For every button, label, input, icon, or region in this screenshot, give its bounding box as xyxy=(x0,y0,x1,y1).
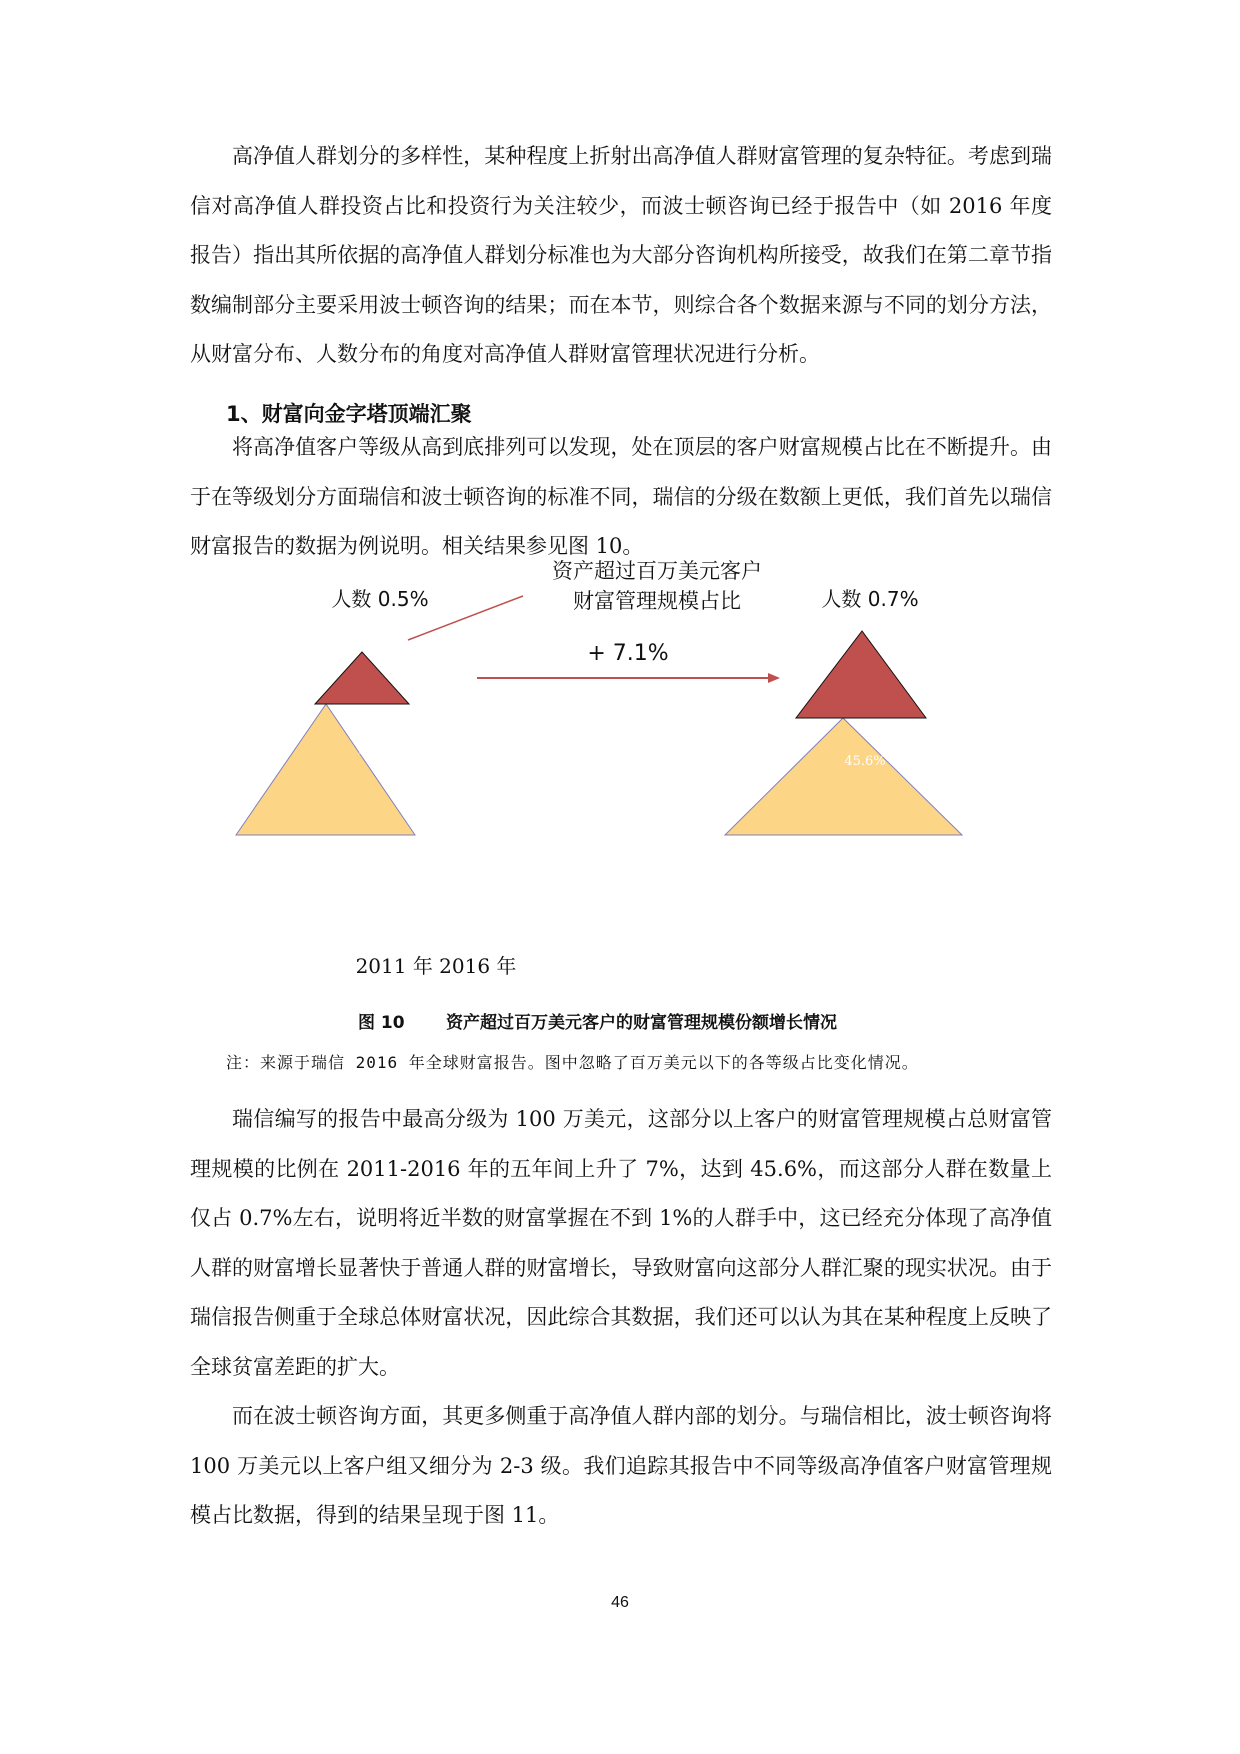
top-share-2016-label: 45.6% xyxy=(844,754,886,769)
people-share-2016-label: 人数 0.7% xyxy=(821,587,919,611)
figure-title: 资产超过百万美元客户的财富管理规模份额增长情况 xyxy=(446,1013,837,1033)
figure-caption xyxy=(358,1008,837,1033)
figure-note: 注：来源于瑞信 2016 年全球财富报告。图中忽略了百万美元以下的各等级占比变化情况。 xyxy=(226,1053,919,1072)
figure-number: 图 10 xyxy=(358,1013,405,1033)
change-label: + 7.1% xyxy=(587,641,669,666)
pyramid-2011-base xyxy=(236,704,415,835)
page-number: 46 xyxy=(611,1594,629,1611)
body-paragraph-1: 将高净值客户等级从高到底排列可以发现，处在顶层的客户财富规模占比在不断提升。由于在等级划分方面瑞信和波士顿咨询的标准不同，瑞信的分级在数额上更低，我们首先以瑞信财富报告的数据为例说明。相关结果参见图 10。 xyxy=(190,435,1052,558)
body-paragraph-2: 瑞信编写的报告中最高分级为 100 万美元，这部分以上客户的财富管理规模占总财富管理规模的比例在 2011-2016 年的五年间上升了 7%，达到 45.6%，而这部分人群在数量上仅占 0.7%左右，说明将近半数的财富掌握在不到 1%的人群手中，这已经充分体现了高净值人群的财富增长显著快于普通人群的财富增长，导致财富向这部分人群汇聚的现实状况。由于瑞信报告侧重于全球总体财富状况，因此综合其数据，我们还可以认为其在某种程度上反映了全球贫富差距的扩大。 xyxy=(190,1107,1052,1379)
pyramid-2011-top xyxy=(315,652,409,704)
wealth-pyramid-figure xyxy=(0,559,1240,1000)
callout-label-line-1: 资产超过百万美元客户 xyxy=(552,559,762,583)
intro-paragraph: 高净值人群划分的多样性，某种程度上折射出高净值人群财富管理的复杂特征。考虑到瑞信对高净值人群投资占比和投资行为关注较少，而波士顿咨询已经于报告中（如 2016 年度报告）指出其所依据的高净值人群划分标准也为大部分咨询机构所接受，故我们在第二章节指数编制部分主要采用波士顿咨询的结果；而在本节，则综合各个数据来源与不同的划分方法，从财富分布、人数分布的角度对高净值人群财富管理状况进行分析。 xyxy=(190,144,1052,366)
pyramid-2016-base xyxy=(725,718,962,835)
callout-label-line-2: 财富管理规模占比 xyxy=(573,589,741,613)
pyramid-2016-top xyxy=(796,631,926,718)
people-share-2011-label: 人数 0.5% xyxy=(331,587,429,611)
years-label: 2011 年 2016 年 xyxy=(355,954,517,978)
section-heading: 1、财富向金字塔顶端汇聚 xyxy=(226,402,472,426)
body-paragraph-3: 而在波士顿咨询方面，其更多侧重于高净值人群内部的划分。与瑞信相比，波士顿咨询将 100 万美元以上客户组又细分为 2-3 级。我们追踪其报告中不同等级高净值客户财富管理规模占比数据，得到的结果呈现于图 11。 xyxy=(190,1404,1052,1527)
top-share-2011-label: 38.5% xyxy=(358,743,400,758)
growth-arrow-head xyxy=(768,673,780,683)
